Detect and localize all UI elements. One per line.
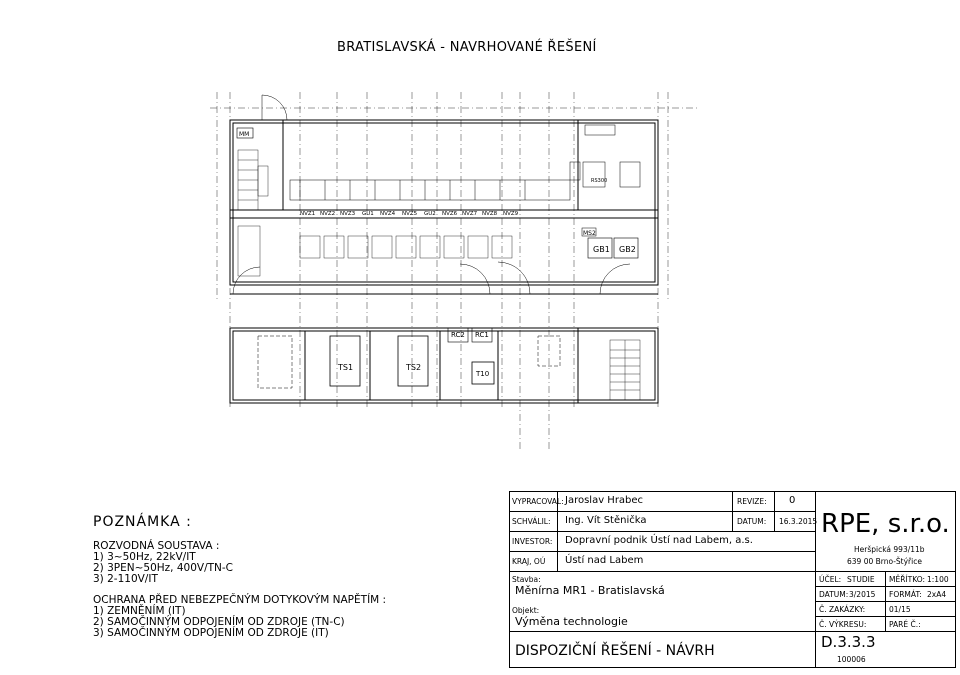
datum2-label: DATUM: [819,590,849,599]
revize-value: 0 [789,495,796,506]
feeder-label: NVZ5 [402,211,418,217]
doors [233,95,630,294]
label-mm: MM [239,131,250,138]
label-gb2: GB2 [619,245,636,254]
note-line: ROZVODNÁ SOUSTAVA : [93,540,220,552]
schvalil-label: SCHVÁLIL: [512,517,551,526]
note-line: 3) 2-110V/IT [93,573,158,585]
objekt-label: Objekt: [512,606,540,615]
notes [93,514,387,639]
format-value: 2xA4 [927,590,947,599]
meritko-label: MĚŘÍTKO: [889,575,926,584]
drawing-title: DISPOZIČNÍ ŘEŠENÍ - NÁVRH [515,643,715,659]
title-block [509,491,956,668]
staircase [610,340,640,400]
feeder-label: GU1 [362,211,374,217]
kraj-value: Ústí nad Labem [565,555,644,566]
note-line: 2) 3PEN~50Hz, 400V/TN-C [93,562,234,574]
ucel-value: STUDIE [847,575,875,584]
datum2-value: 3/2015 [849,590,876,599]
datum-label: DATUM: [737,517,767,526]
feeder-label: NVZ2 [320,211,336,217]
note-line: 3) SAMOČINNÝM ODPOJENÍM OD ZDROJE (IT) [93,627,329,639]
meritko-value: 1:100 [927,575,949,584]
switchgear-row [290,180,570,200]
datum-value: 16.3.2015 [779,517,818,526]
feeder-label: NVZ4 [380,211,396,217]
feeder-label: NVZ8 [482,211,498,217]
investor-value: Dopravní podnik Ústí nad Labem, a.s. [565,535,753,546]
label-rs: RS300 [591,178,608,184]
vypracoval-label: VYPRACOVAL: [512,497,564,506]
note-line: OCHRANA PŘED NEBEZPEČNÝM DOTYKOVÝM NAPĚTÍM : [93,594,387,606]
objekt-value: Výměna technologie [515,615,628,628]
label-gb1: GB1 [593,245,610,254]
feeder-label: NVZ9 [503,211,519,217]
drawing-number: D.3.3.3 [821,633,876,651]
label-ts1: TS1 [338,363,354,372]
revize-label: REVIZE: [737,497,767,506]
zakazky-value: 01/15 [889,605,911,614]
feeder-label: GU2 [424,211,436,217]
feeder-label: NVZ6 [442,211,458,217]
label-rc1: RC1 [475,331,489,339]
format-label: FORMÁT: [889,590,922,599]
label-t10: T10 [476,370,490,378]
schvalil-value: Ing. Vít Stěnička [565,515,647,526]
stavba-value: Měnírna MR1 - Bratislavská [515,584,665,597]
company-name: RPE, s.r.o. [821,509,950,539]
cabinet-row [238,226,512,276]
vykresu-label: Č. VÝKRESU: [819,620,867,629]
feeder-label: NVZ3 [340,211,356,217]
notes-heading: POZNÁMKA : [93,514,192,530]
note-line: 2) SAMOČINNÝM ODPOJENÍM OD ZDROJE (TN-C) [93,616,345,628]
label-ms: MS2 [583,230,596,237]
label-ts2: TS2 [406,363,422,372]
ucel-label: ÚČEL: [819,575,842,584]
kraj-label: KRAJ, OÚ [512,557,546,566]
feeder-label: NVZ7 [462,211,478,217]
walls [230,120,658,403]
company-address-2: 639 00 Brno-Štýřice [847,557,922,566]
note-line: 1) 3~50Hz, 22kV/IT [93,551,196,563]
note-line: 1) ZEMNĚNÍM (IT) [93,605,186,617]
zakazky-label: Č. ZAKÁZKY: [819,605,866,614]
label-rc2: RC2 [451,331,465,339]
pare-label: PARÉ Č.: [889,620,921,629]
drawing-code: 100006 [837,655,866,664]
investor-label: INVESTOR: [512,537,553,546]
company-address-1: Heršpická 993/11b [854,545,925,554]
vypracoval-value: Jaroslav Hrabec [565,495,644,506]
feeder-label: NVZ1 [300,211,316,217]
stavba-label: Stavba: [512,575,541,584]
page-title: BRATISLAVSKÁ - NAVRHOVANÉ ŘEŠENÍ [337,40,597,55]
